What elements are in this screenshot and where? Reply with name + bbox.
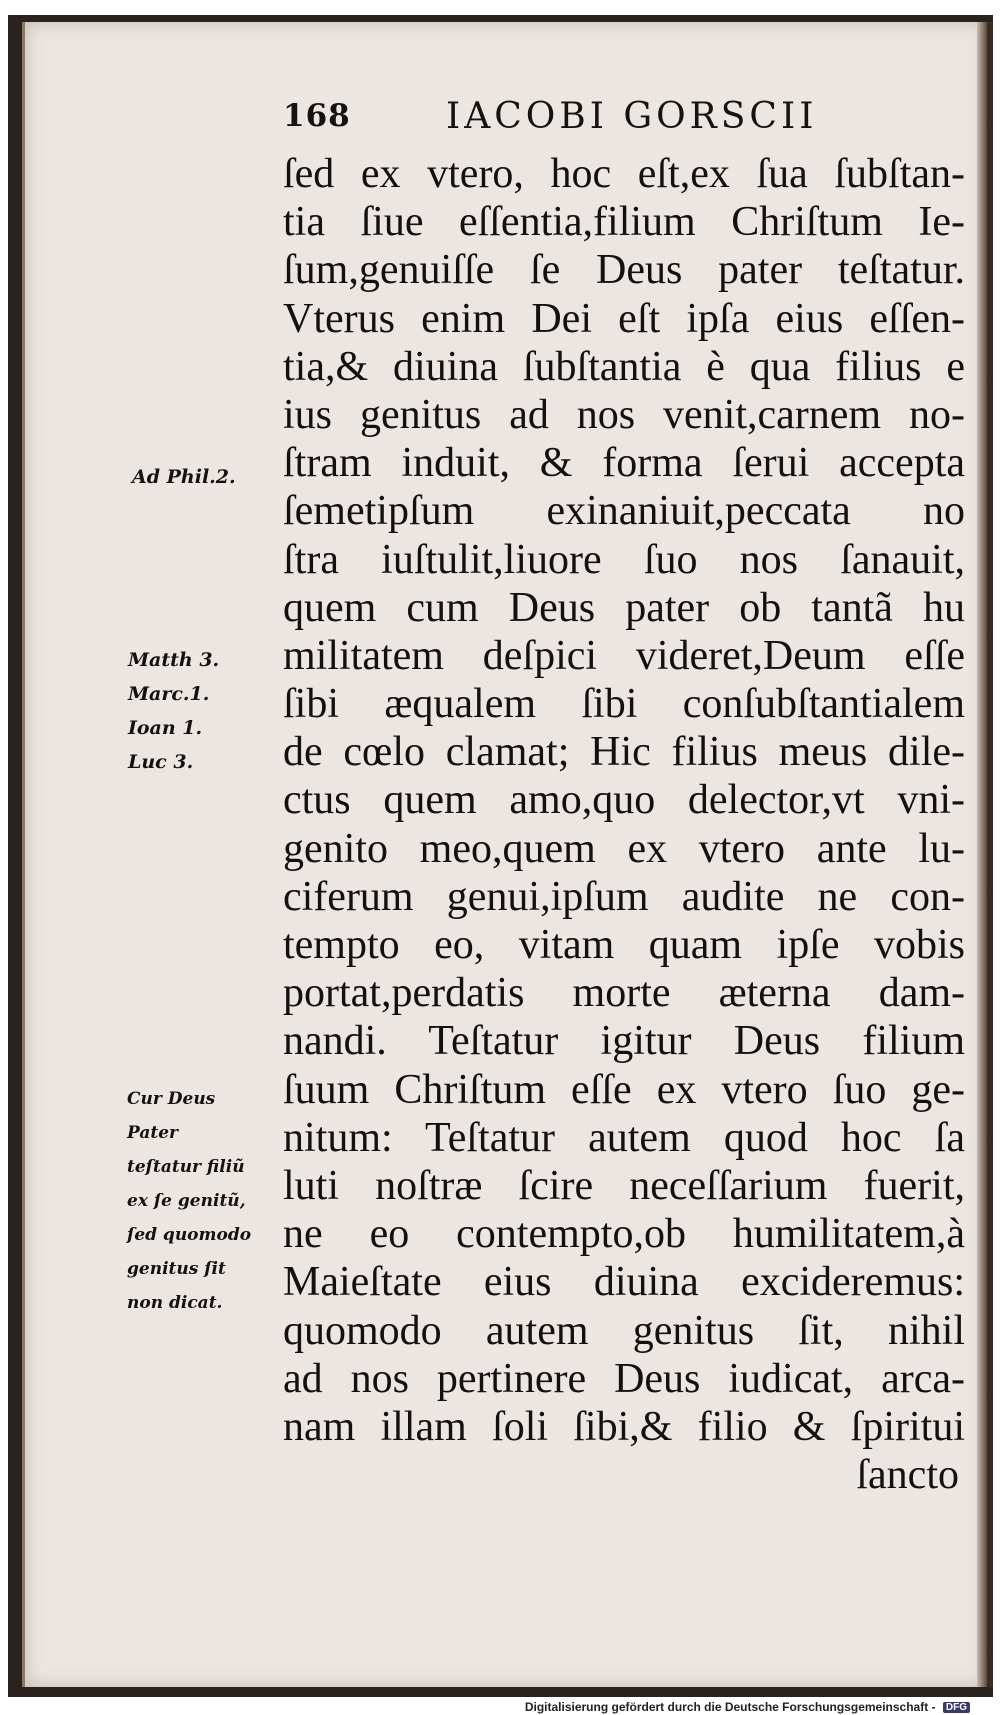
text-line: ſtram induit, & forma ſerui accepta — [283, 440, 965, 487]
marginal-note-gospels — [128, 643, 219, 779]
text-line: quem cum Deus pater ob tantã hu — [283, 584, 965, 631]
marginal-line: Matth 3. — [128, 649, 220, 671]
text-line: Maieſtate eius diuina excideremus: — [283, 1259, 965, 1306]
running-head — [283, 98, 883, 148]
text-line: ctus quem amo,quo delector,vt vni- — [283, 777, 965, 824]
text-line: tia,& diuina ſubſtantia è qua filius e — [283, 343, 965, 390]
page-number: 168 — [283, 98, 351, 134]
marginal-note-cur-deus — [127, 1082, 251, 1320]
text-line: ne eo contempto,ob humilitatem,à — [283, 1211, 965, 1258]
text-line: nam illam ſoli ſibi,& filio & ſpiritui — [283, 1403, 965, 1450]
marginal-line: Cur Deus — [127, 1089, 216, 1109]
page-edge — [977, 22, 987, 1687]
marginal-line: non dicat. — [127, 1293, 223, 1313]
text-line: nitum: Teſtatur autem quod hoc ſa — [283, 1114, 965, 1161]
footer-bar — [0, 1697, 1000, 1715]
text-line: tempto eo, vitam quam ipſe vobis — [283, 922, 965, 968]
text-line: ad nos pertinere Deus iudicat, arca- — [283, 1355, 965, 1402]
marginal-line: ſed quomodo — [127, 1225, 252, 1245]
marginal-line: teſtatur filiũ — [127, 1157, 245, 1177]
text-line: portat,perdatis morte æterna dam- — [283, 970, 965, 1017]
marginal-line: Luc 3. — [128, 751, 194, 773]
text-line: genito meo,quem ex vtero ante lu- — [283, 825, 965, 872]
text-line: ſuum Chriſtum eſſe ex vtero ſuo ge- — [283, 1066, 965, 1113]
dfg-logo-icon: DFG — [943, 1702, 970, 1713]
text-line: ſed ex vtero, hoc eſt,ex ſua ſubſtan- — [283, 151, 965, 197]
text-line: nandi. Teſtatur igitur Deus filium — [283, 1018, 965, 1065]
text-line: luti noſtræ ſcire neceſſarium fuerit, — [283, 1162, 965, 1209]
digitization-credit — [525, 1700, 970, 1714]
credit-text: Digitalisierung gefördert durch die Deutsche Forschungsgemeinschaft - — [524, 1700, 936, 1714]
catchword: ſancto — [856, 1452, 959, 1499]
main-text-block — [283, 150, 965, 1499]
running-head-title: IACOBI GORSCII — [446, 96, 818, 137]
text-line: de cœlo clamat; Hic filius meus dile- — [283, 729, 965, 776]
marginal-line: Ioan 1. — [128, 717, 203, 739]
text-line: ciferum genui,ipſum audite ne con- — [283, 873, 965, 920]
text-line: quomodo autem genitus ſit, nihil — [283, 1307, 965, 1354]
text-line: tia ſiue eſſentia,filium Chriſtum Ie- — [283, 199, 965, 246]
marginal-line: Ad Phil.2. — [132, 466, 236, 488]
text-line: ſtra iuſtulit,liuore ſuo nos ſanauit, — [283, 536, 965, 583]
text-line: ſum,genuiſſe ſe Deus pater teſtatur. — [283, 247, 965, 294]
marginal-note-phil — [132, 460, 236, 494]
marginal-line: ex ſe genitũ, — [127, 1191, 246, 1211]
text-line: ſemetipſum exinaniuit,peccata no — [283, 488, 965, 535]
text-line: Vterus enim Dei eſt ipſa eius eſſen- — [283, 295, 965, 342]
text-line: ius genitus ad nos venit,carnem no- — [283, 391, 965, 438]
marginal-line: Pater — [127, 1123, 178, 1143]
marginal-line: genitus ſit — [127, 1259, 226, 1279]
text-line: ſibi æqualem ſibi conſubſtantialem — [283, 681, 965, 728]
text-line: militatem deſpici videret,Deum eſſe — [283, 632, 965, 679]
marginal-line: Marc.1. — [128, 683, 210, 705]
